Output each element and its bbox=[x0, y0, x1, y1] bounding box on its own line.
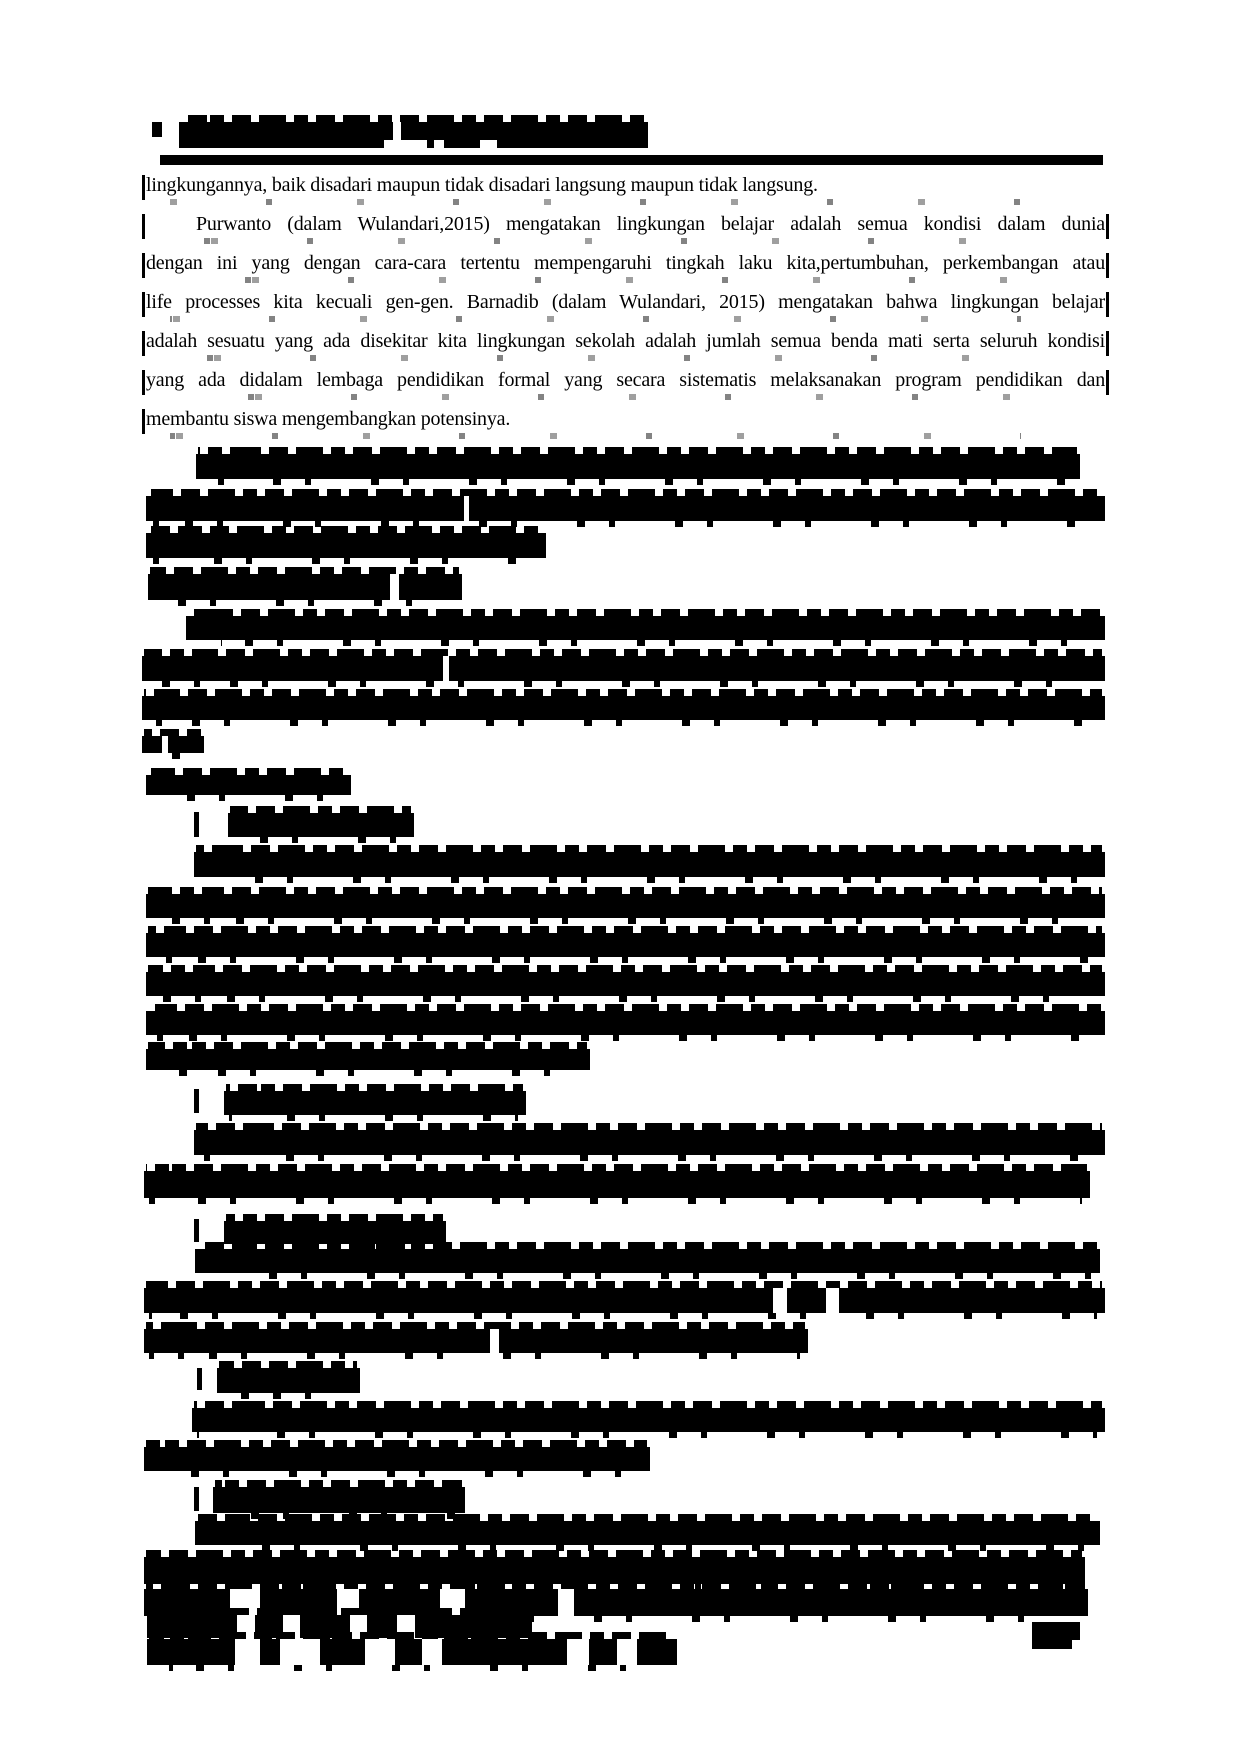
paragraph-line-redaction bbox=[146, 533, 546, 558]
header-rule-redaction bbox=[160, 155, 1103, 165]
redaction-gap bbox=[280, 1639, 320, 1665]
text-line: yang ada didalam lembaga pendidikan formal yang secara sistematis melaksanakan program pendidikan dan bbox=[146, 361, 1105, 400]
text-block bbox=[146, 166, 1105, 439]
subsection-heading-redaction bbox=[146, 775, 351, 795]
list-number-redaction bbox=[194, 1089, 199, 1113]
redaction-gap bbox=[162, 736, 168, 753]
text-line: adalah sesuatu yang ada disekitar kita lingkungan sekolah adalah jumlah semua benda mati serta seluruh kondisi bbox=[146, 322, 1105, 361]
page-number-redaction bbox=[1032, 1640, 1072, 1649]
paragraph-line-redaction bbox=[144, 1288, 1105, 1313]
redaction-gap bbox=[443, 656, 449, 681]
redaction-gap bbox=[235, 1639, 260, 1665]
redaction-gap bbox=[365, 1639, 395, 1665]
paragraph-line-redaction bbox=[144, 1447, 650, 1471]
redaction-gap bbox=[390, 574, 399, 600]
section-heading-redaction bbox=[148, 574, 462, 600]
page-number-redaction bbox=[1032, 1622, 1080, 1640]
list-number-redaction bbox=[194, 812, 199, 837]
redaction-gap bbox=[617, 1639, 637, 1665]
header-title-redaction bbox=[179, 122, 648, 140]
redaction-gap bbox=[567, 1639, 589, 1665]
paragraph-line-redaction bbox=[195, 1249, 1100, 1273]
redaction-gap bbox=[490, 1329, 499, 1353]
paragraph-line-redaction bbox=[146, 894, 1105, 918]
redaction-gap bbox=[826, 1288, 839, 1313]
list-number-redaction bbox=[194, 1487, 199, 1511]
paragraph-line-redaction bbox=[142, 696, 1105, 720]
list-number-redaction bbox=[194, 1219, 199, 1242]
list-item-title-redaction bbox=[224, 1091, 526, 1115]
paragraph-line-redaction bbox=[146, 1011, 1105, 1035]
header-mark-redaction bbox=[152, 122, 162, 137]
paragraph-line-redaction bbox=[196, 454, 1080, 479]
paragraph-line-redaction bbox=[146, 933, 1105, 957]
paragraph-line-redaction bbox=[147, 1639, 677, 1665]
redaction-gap bbox=[393, 122, 401, 140]
paragraph-line-redaction bbox=[146, 496, 1105, 521]
list-item-title-redaction bbox=[228, 813, 414, 837]
redaction-gap bbox=[422, 1639, 442, 1665]
paragraph-line-redaction bbox=[146, 1049, 590, 1070]
header-title-redaction bbox=[179, 140, 648, 148]
paragraph-line-redaction bbox=[142, 656, 1105, 681]
paragraph-line-redaction bbox=[144, 1329, 808, 1353]
text-line: dengan ini yang dengan cara-cara tertentu mempengaruhi tingkah laku kita,pertumbuhan, perkembangan atau bbox=[146, 244, 1105, 283]
paragraph-line-redaction bbox=[144, 1557, 1085, 1584]
paragraph-line-redaction bbox=[194, 1130, 1105, 1155]
redaction-gap bbox=[773, 1288, 787, 1313]
paragraph-line-redaction bbox=[195, 1521, 1100, 1545]
paragraph-line-redaction bbox=[192, 1408, 1105, 1432]
scan-speckles bbox=[170, 433, 1021, 439]
paragraph-line-redaction bbox=[146, 972, 1105, 996]
redaction-gap bbox=[480, 140, 497, 148]
list-item-title-redaction bbox=[213, 1487, 465, 1513]
paragraph-line-redaction bbox=[144, 1171, 1090, 1198]
redaction-gap bbox=[384, 140, 427, 148]
list-item-title-redaction bbox=[217, 1368, 360, 1393]
text-line: life processes kita kecuali gen-gen. Barnadib (dalam Wulandari, 2015) mengatakan bahwa lingkungan belajar bbox=[146, 283, 1105, 322]
text-line: Purwanto (dalam Wulandari,2015) mengatakan lingkungan belajar adalah semua kondisi dalam dunia bbox=[146, 205, 1105, 244]
text-line: membantu siswa mengembangkan potensinya. bbox=[146, 400, 1105, 439]
redaction-gap bbox=[434, 140, 444, 148]
paragraph-line-redaction bbox=[142, 736, 204, 753]
text-line: lingkungannya, baik disadari maupun tidak disadari langsung maupun tidak langsung. bbox=[146, 166, 1105, 205]
redaction-gap bbox=[464, 496, 469, 521]
paragraph-line-redaction bbox=[186, 616, 1105, 640]
list-item-title-redaction bbox=[224, 1221, 446, 1244]
redaction-gap bbox=[558, 1589, 574, 1616]
list-number-redaction bbox=[197, 1368, 202, 1390]
paragraph-line-redaction bbox=[194, 852, 1105, 877]
